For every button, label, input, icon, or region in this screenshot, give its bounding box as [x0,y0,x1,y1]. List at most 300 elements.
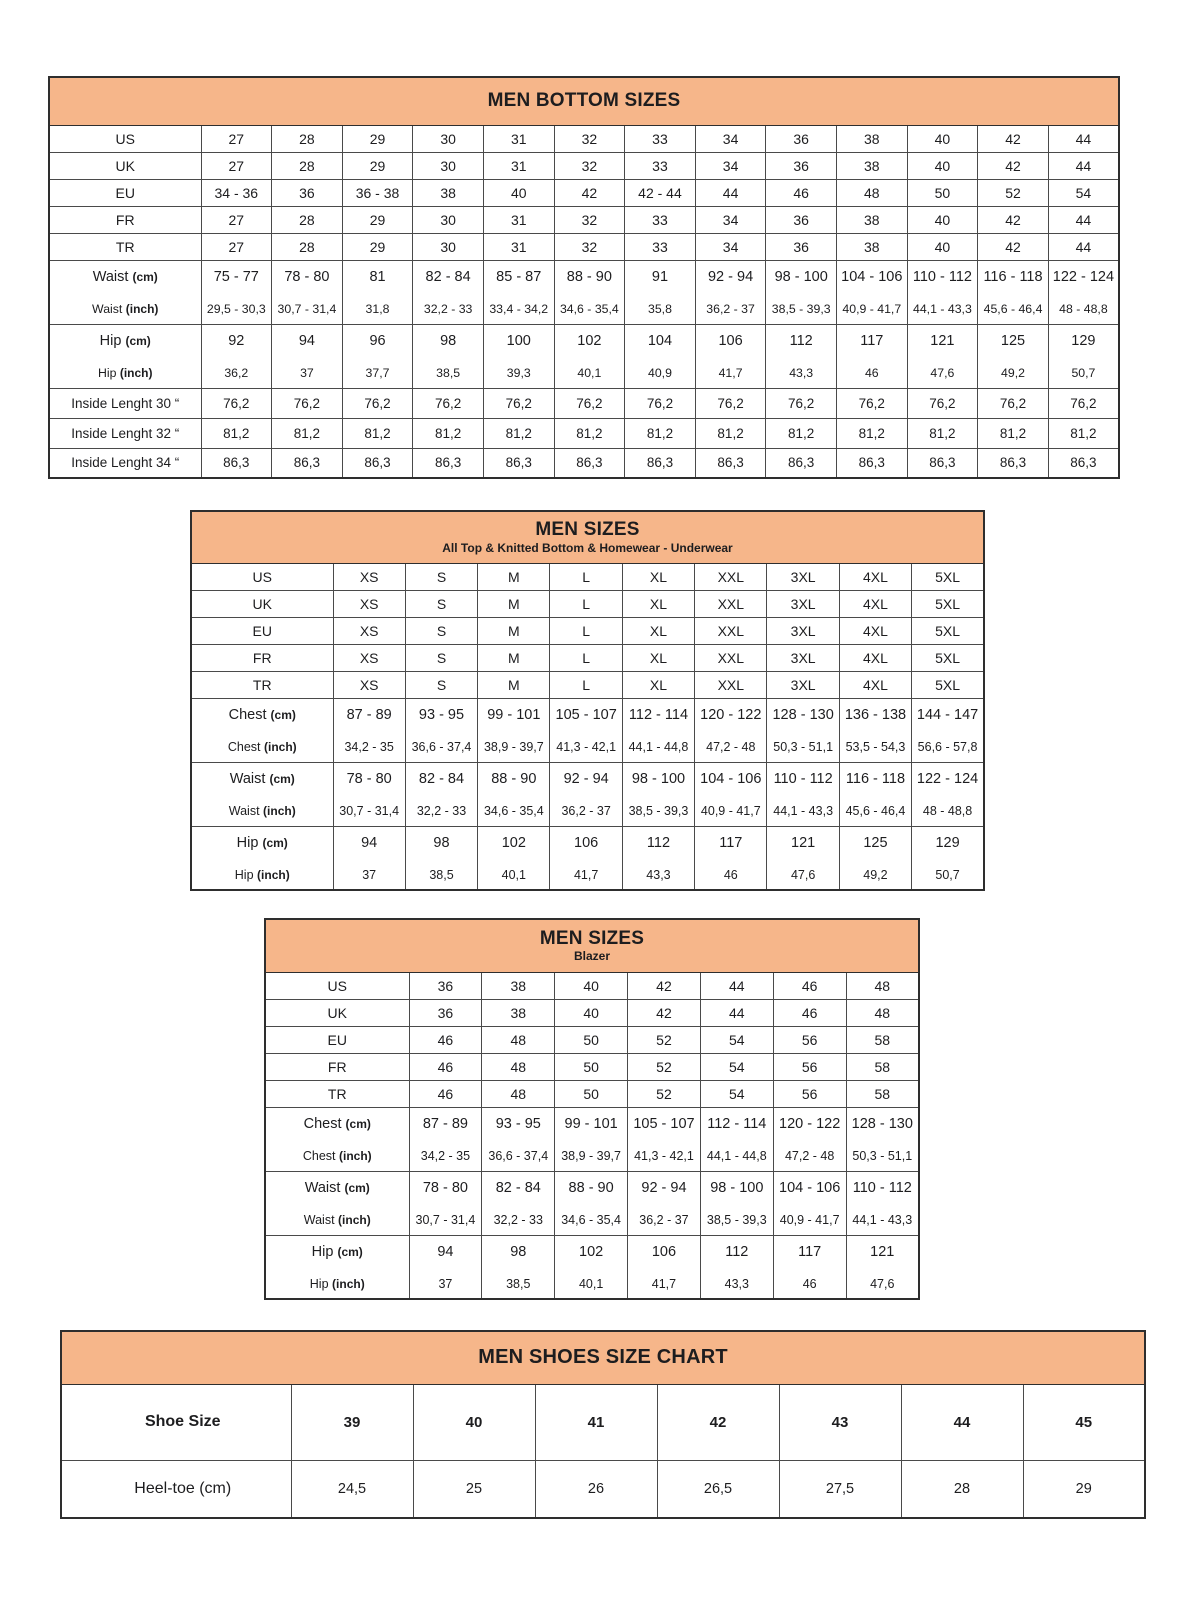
value-cell: 37,7 [342,358,413,388]
value-cell: 25 [413,1460,535,1518]
value-cell: 110 - 112 [846,1171,919,1205]
row-unit: (inch) [338,1212,371,1227]
row-label [191,860,333,890]
value-cell: 38 [836,233,907,260]
value-cell: 99 - 101 [478,698,550,732]
value-cell: 32,2 - 33 [413,294,484,324]
row-unit: (cm) [269,772,295,787]
value-cell: 38 [482,972,555,999]
value-cell: 40 [907,152,978,179]
value-cell: 46 [773,972,846,999]
value-cell: 32 [554,125,625,152]
value-cell: 29 [342,152,413,179]
value-cell: XXL [695,617,767,644]
value-cell: 48 [482,1053,555,1080]
value-cell: 112 - 114 [700,1107,773,1141]
table-row [49,324,1119,358]
value-cell: 38 [413,179,484,206]
value-cell: 40 [413,1384,535,1460]
value-cell: 38 [482,999,555,1026]
value-cell: 42 [978,233,1049,260]
row-label-text: UK [252,595,272,612]
value-cell: 47,2 - 48 [695,732,767,762]
row-label-text: Waist [229,771,266,788]
value-cell: 31 [483,125,554,152]
row-unit: (cm) [262,836,288,851]
row-unit: (cm) [270,708,296,723]
value-cell: M [478,563,550,590]
row-label [49,206,201,233]
value-cell: 112 [700,1235,773,1269]
row-label-text: UK [115,157,135,174]
value-cell: 105 - 107 [628,1107,701,1141]
table-row [61,1384,1145,1460]
value-cell: 5XL [912,617,984,644]
row-label-text: TR [327,1085,347,1102]
value-cell: 34,6 - 35,4 [478,796,550,826]
row-label-text: US [252,568,272,585]
value-cell: 40 [483,179,554,206]
value-cell: 4XL [839,644,911,671]
row-label [265,972,409,999]
value-cell: S [405,644,477,671]
row-label [191,671,333,698]
value-cell: 28 [272,125,343,152]
row-label [191,617,333,644]
value-cell: 94 [333,826,405,860]
table-row [49,358,1119,388]
value-cell: 92 - 94 [550,762,622,796]
value-cell: 44 [1048,125,1119,152]
value-cell: 35,8 [625,294,696,324]
value-cell: 31,8 [342,294,413,324]
value-cell: 29 [342,233,413,260]
table-row [265,1053,919,1080]
table-row [191,590,984,617]
value-cell: 86,3 [766,448,837,478]
value-cell: 33 [625,233,696,260]
value-cell: 106 [550,826,622,860]
value-cell: 40 [555,972,628,999]
value-cell: 81,2 [907,418,978,448]
table-row [191,563,984,590]
value-cell: XXL [695,563,767,590]
value-cell: 29 [342,125,413,152]
value-cell: 28 [272,206,343,233]
value-cell: 45,6 - 46,4 [839,796,911,826]
value-cell: S [405,590,477,617]
value-cell: 48 [482,1026,555,1053]
value-cell: 34,2 - 35 [409,1141,482,1171]
value-cell: 27 [201,125,272,152]
row-label [265,999,409,1026]
value-cell: 56,6 - 57,8 [912,732,984,762]
row-label [191,826,333,860]
value-cell: 27 [201,152,272,179]
value-cell: 81,2 [483,418,554,448]
value-cell: XL [622,563,694,590]
value-cell: 48 [836,179,907,206]
table-subtitle: All Top & Knitted Bottom & Homewear - Underwear [442,540,733,555]
value-cell: 30 [413,206,484,233]
table-row [49,179,1119,206]
value-cell: 40 [555,999,628,1026]
value-cell: 81,2 [342,418,413,448]
value-cell: 27,5 [779,1460,901,1518]
value-cell: 76,2 [978,388,1049,418]
value-cell: 30,7 - 31,4 [409,1205,482,1235]
value-cell: 38,5 - 39,3 [766,294,837,324]
value-cell: 38,5 [405,860,477,890]
row-label-text: US [115,130,135,147]
value-cell: 31 [483,206,554,233]
value-cell: 117 [695,826,767,860]
value-cell: 106 [628,1235,701,1269]
value-cell: 76,2 [413,388,484,418]
table-subtitle: Blazer [573,949,611,964]
row-label [265,1080,409,1107]
value-cell: 49,2 [839,860,911,890]
value-cell: 50,3 - 51,1 [846,1141,919,1171]
value-cell: 86,3 [978,448,1049,478]
value-cell: 46 [773,999,846,1026]
value-cell: 38,5 [413,358,484,388]
value-cell: 38,5 [482,1269,555,1299]
value-cell: 76,2 [483,388,554,418]
value-cell: 36 [272,179,343,206]
row-label [265,1205,409,1235]
value-cell: 88 - 90 [554,260,625,294]
row-label-text: FR [327,1058,347,1075]
value-cell: 54 [700,1026,773,1053]
value-cell: 30,7 - 31,4 [272,294,343,324]
row-label-text: Waist [92,301,123,316]
value-cell: 87 - 89 [409,1107,482,1141]
row-unit: (cm) [132,270,158,285]
value-cell: 81,2 [836,418,907,448]
table-row [265,1107,919,1141]
value-cell: 5XL [912,563,984,590]
value-cell: 44 [901,1384,1023,1460]
value-cell: 41,3 - 42,1 [628,1141,701,1171]
value-cell: 3XL [767,617,839,644]
table-header-band [265,919,919,972]
value-cell: 98 [405,826,477,860]
value-cell: 99 - 101 [555,1107,628,1141]
value-cell: 36,2 [201,358,272,388]
value-cell: 40,9 - 41,7 [836,294,907,324]
value-cell: 81,2 [695,418,766,448]
value-cell: 81,2 [201,418,272,448]
row-label-text: Hip [99,333,122,350]
value-cell: 76,2 [342,388,413,418]
row-label-text: Waist [228,803,260,818]
row-label-text: Heel-toe (cm) [134,1479,232,1497]
value-cell: 128 - 130 [767,698,839,732]
value-cell: 58 [846,1053,919,1080]
value-cell: 40,9 - 41,7 [773,1205,846,1235]
value-cell: 120 - 122 [773,1107,846,1141]
row-label [49,388,201,418]
value-cell: 41,7 [550,860,622,890]
value-cell: S [405,563,477,590]
row-label-text: TR [252,676,272,693]
value-cell: 42 [978,152,1049,179]
value-cell: 56 [773,1053,846,1080]
value-cell: 46 [766,179,837,206]
row-label [49,418,201,448]
value-cell: 76,2 [907,388,978,418]
value-cell: 30 [413,125,484,152]
value-cell: 47,6 [907,358,978,388]
value-cell: 40,9 [625,358,696,388]
value-cell: 3XL [767,644,839,671]
table-row [49,294,1119,324]
value-cell: 30 [413,233,484,260]
value-cell: 43,3 [766,358,837,388]
value-cell: 50,7 [912,860,984,890]
value-cell: 34 [695,233,766,260]
value-cell: 33,4 - 34,2 [483,294,554,324]
table-title: MEN BOTTOM SIZES [487,90,681,112]
value-cell: 30 [413,152,484,179]
value-cell: 48 [846,972,919,999]
value-cell: 5XL [912,671,984,698]
value-cell: 105 - 107 [550,698,622,732]
value-cell: 50 [907,179,978,206]
value-cell: 37 [272,358,343,388]
value-cell: 50 [555,1026,628,1053]
value-cell: 40,1 [555,1269,628,1299]
value-cell: L [550,563,622,590]
value-cell: 44 [700,972,773,999]
value-cell: 121 [907,324,978,358]
row-unit: (inch) [263,803,296,818]
value-cell: 40,1 [554,358,625,388]
value-cell: 102 [555,1235,628,1269]
value-cell: 81,2 [625,418,696,448]
value-cell: 94 [409,1235,482,1269]
value-cell: 48 - 48,8 [912,796,984,826]
value-cell: 54 [700,1053,773,1080]
value-cell: 104 - 106 [773,1171,846,1205]
value-cell: 76,2 [625,388,696,418]
row-unit: (inch) [332,1276,365,1291]
value-cell: 32 [554,233,625,260]
value-cell: 81,2 [978,418,1049,448]
value-cell: 26 [535,1460,657,1518]
value-cell: 3XL [767,563,839,590]
value-cell: 42 - 44 [625,179,696,206]
value-cell: 36 [766,152,837,179]
value-cell: 81,2 [1048,418,1119,448]
value-cell: 28 [272,233,343,260]
value-cell: 53,5 - 54,3 [839,732,911,762]
value-cell: 34,6 - 35,4 [554,294,625,324]
row-label [191,563,333,590]
value-cell: 47,6 [846,1269,919,1299]
value-cell: L [550,617,622,644]
value-cell: 81,2 [272,418,343,448]
row-label-text: FR [115,211,135,228]
value-cell: 42 [657,1384,779,1460]
value-cell: 125 [978,324,1049,358]
table-row [191,698,984,732]
table-row [49,152,1119,179]
row-label [49,152,201,179]
value-cell: 44 [1048,152,1119,179]
value-cell: 34 [695,152,766,179]
value-cell: M [478,644,550,671]
row-label [49,324,201,358]
value-cell: 30,7 - 31,4 [333,796,405,826]
value-cell: 45 [1023,1384,1145,1460]
value-cell: 85 - 87 [483,260,554,294]
row-label-text: FR [252,649,272,666]
value-cell: 92 [201,324,272,358]
value-cell: 117 [773,1235,846,1269]
table-row [191,762,984,796]
row-unit: (cm) [344,1181,370,1196]
table-row [265,1171,919,1205]
value-cell: 44,1 - 44,8 [622,732,694,762]
value-cell: 29 [342,206,413,233]
value-cell: 54 [700,1080,773,1107]
value-cell: XXL [695,644,767,671]
value-cell: 120 - 122 [695,698,767,732]
value-cell: 24,5 [291,1460,413,1518]
value-cell: L [550,590,622,617]
value-cell: 34,6 - 35,4 [555,1205,628,1235]
value-cell: 36,2 - 37 [550,796,622,826]
row-label-text: EU [252,622,272,639]
value-cell: 26,5 [657,1460,779,1518]
value-cell: 43 [779,1384,901,1460]
value-cell: 3XL [767,590,839,617]
value-cell: 42 [978,125,1049,152]
value-cell: 76,2 [1048,388,1119,418]
value-cell: XL [622,644,694,671]
value-cell: 52 [978,179,1049,206]
value-cell: 76,2 [766,388,837,418]
value-cell: 102 [554,324,625,358]
value-cell: 28 [901,1460,1023,1518]
value-cell: XXL [695,671,767,698]
value-cell: 86,3 [201,448,272,478]
value-cell: XL [622,671,694,698]
table-row [265,972,919,999]
value-cell: 52 [628,1053,701,1080]
value-cell: XS [333,617,405,644]
value-cell: 38 [836,206,907,233]
value-cell: 40 [907,206,978,233]
row-label-text: Inside Lenght 34 “ [71,455,180,471]
value-cell: L [550,644,622,671]
value-cell: 50,3 - 51,1 [767,732,839,762]
row-label-text: Inside Lenght 30 “ [71,395,180,411]
value-cell: 49,2 [978,358,1049,388]
value-cell: 56 [773,1080,846,1107]
value-cell: 44,1 - 44,8 [700,1141,773,1171]
value-cell: 40 [907,233,978,260]
value-cell: 34 [695,206,766,233]
value-cell: 42 [628,972,701,999]
value-cell: XL [622,590,694,617]
table-row [49,448,1119,478]
value-cell: 44 [695,179,766,206]
value-cell: 38,9 - 39,7 [478,732,550,762]
value-cell: 36,6 - 37,4 [405,732,477,762]
value-cell: 110 - 112 [907,260,978,294]
row-label-text: Waist [304,1180,341,1197]
table-row [49,260,1119,294]
value-cell: 52 [628,1080,701,1107]
value-cell: 42 [978,206,1049,233]
value-cell: 88 - 90 [555,1171,628,1205]
value-cell: 121 [767,826,839,860]
table-row [191,826,984,860]
table-row [265,1141,919,1171]
value-cell: 45,6 - 46,4 [978,294,1049,324]
row-label [49,125,201,152]
row-label-text: Hip [97,365,117,380]
row-unit: (inch) [125,301,159,316]
value-cell: 48 [482,1080,555,1107]
value-cell: 33 [625,206,696,233]
value-cell: 78 - 80 [409,1171,482,1205]
value-cell: 28 [272,152,343,179]
value-cell: 44,1 - 43,3 [846,1205,919,1235]
row-label [49,179,201,206]
value-cell: 40 [907,125,978,152]
value-cell: 86,3 [554,448,625,478]
row-label-text: Inside Lenght 32 “ [71,425,180,441]
value-cell: 86,3 [625,448,696,478]
row-label [191,732,333,762]
value-cell: 32 [554,206,625,233]
value-cell: XS [333,644,405,671]
value-cell: 29 [1023,1460,1145,1518]
table-title: MEN SIZES [539,927,645,949]
value-cell: 86,3 [483,448,554,478]
value-cell: 46 [836,358,907,388]
men-sizes-blazer-table [264,918,920,1300]
value-cell: 4XL [839,590,911,617]
value-cell: 82 - 84 [482,1171,555,1205]
value-cell: 136 - 138 [839,698,911,732]
value-cell: 36 - 38 [342,179,413,206]
row-label-text: Hip [311,1244,334,1261]
value-cell: 86,3 [836,448,907,478]
value-cell: 44,1 - 43,3 [767,796,839,826]
value-cell: 50 [555,1080,628,1107]
value-cell: 33 [625,125,696,152]
value-cell: 43,3 [622,860,694,890]
value-cell: 34 - 36 [201,179,272,206]
value-cell: 98 - 100 [700,1171,773,1205]
value-cell: 44 [700,999,773,1026]
row-label-text: Chest [228,707,267,724]
value-cell: 98 - 100 [766,260,837,294]
value-cell: 47,2 - 48 [773,1141,846,1171]
value-cell: 36 [766,233,837,260]
row-label-text: EU [115,184,135,201]
value-cell: 42 [628,999,701,1026]
table-row [191,617,984,644]
table-row [265,1269,919,1299]
row-label-text: EU [327,1031,347,1048]
row-label-text: Chest [302,1148,336,1163]
